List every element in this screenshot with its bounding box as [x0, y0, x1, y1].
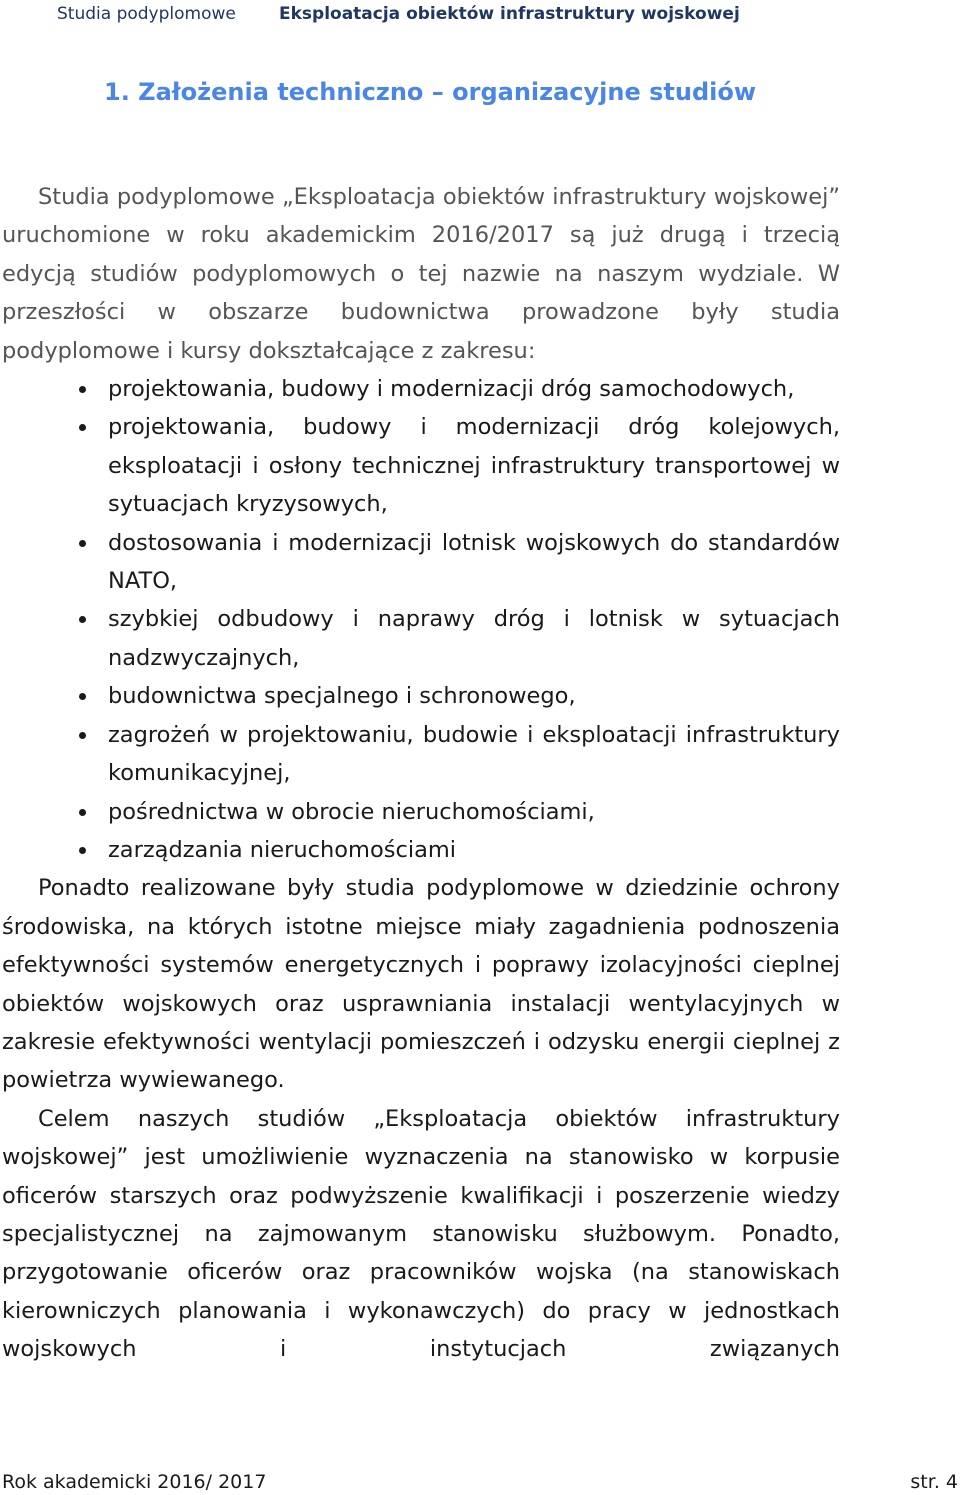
list-item — [108, 524, 840, 601]
bullet-icon — [79, 540, 86, 547]
list-item — [108, 716, 840, 793]
list-item-text: szybkiej odbudowy i naprawy dróg i lotnisk w sytuacjach nadzwyczajnych, — [108, 606, 840, 671]
footer-academic-year: Rok akademicki 2016/ 2017 — [2, 1471, 267, 1493]
header-program-title: Eksploatacja obiektów infrastruktury wojskowej — [279, 4, 740, 24]
list-item — [108, 370, 840, 408]
bullet-icon — [79, 616, 86, 623]
third-paragraph: Celem naszych studiów „Eksploatacja obiektów infrastruktury wojskowej” jest umożliwienie wyznaczenia na stanowisko w korpusie oficerów starszych oraz podwyższenie kwalifikacji i poszerzenie wiedzy specjalistycznej na zajmowanym stanowisku służbowym. Ponadto, przygotowanie oficerów oraz pracowników wojska (na stanowiskach kierowniczych planowania i wykonawczych) do pracy w jednostkach wojskowych i instytucjach związanych — [2, 1105, 840, 1363]
list-item-text: zarządzania nieruchomościami — [108, 836, 457, 863]
list-item-text: projektowania, budowy i modernizacji dróg kolejowych, eksploatacji i osłony technicznej infrastruktury transportowej w sytuacjach kryzysowych, — [108, 414, 840, 518]
list-item — [108, 408, 840, 523]
list-item-text: zagrożeń w projektowaniu, budowie i eksploatacji infrastruktury komunikacyjnej, — [108, 721, 840, 787]
scope-list — [2, 370, 840, 869]
list-item-text: projektowania, budowy i modernizacji dróg samochodowych, — [108, 376, 795, 403]
list-item — [108, 677, 840, 715]
list-item-text: pośrednictwa w obrocie nieruchomościami, — [108, 798, 595, 825]
bullet-icon — [79, 693, 86, 700]
section-heading: 1. Założenia techniczno – organizacyjne studiów — [104, 78, 757, 106]
list-item-text: budownictwa specjalnego i schronowego, — [108, 683, 576, 710]
bullet-icon — [79, 386, 86, 393]
intro-paragraph: Studia podyplomowe „Eksploatacja obiektów infrastruktury wojskowej” uruchomione w roku akademickim 2016/2017 są już drugą i trzecią edycją studiów podyplomowych o tej nazwie na naszym wydziale. W przeszłości w obszarze budownictwa prowadzone były studia podyplomowe i kursy dokształcające z zakresu: — [2, 184, 840, 364]
footer-page-number: str. 4 — [910, 1471, 958, 1493]
second-paragraph: Ponadto realizowane były studia podyplomowe w dziedzinie ochrony środowiska, na których istotne miejsce miały zagadnienia podnoszenia efektywności systemów energetycznych i poprawy izolacyjności cieplnej obiektów wojskowych oraz usprawniania instalacji wentylacyjnych w zakresie efektywności wentylacji pomieszczeń i odzysku energii cieplnej z powietrza wywiewanego. — [2, 875, 840, 1094]
list-item — [108, 793, 840, 831]
header-program-type: Studia podyplomowe — [57, 4, 236, 24]
page-header — [0, 0, 960, 30]
list-item — [108, 600, 840, 677]
list-item-text: dostosowania i modernizacji lotnisk wojskowych do standardów NATO, — [108, 529, 840, 595]
page-footer — [0, 1467, 960, 1495]
list-item — [108, 831, 840, 869]
document-body — [2, 178, 840, 1369]
bullet-icon — [79, 809, 86, 816]
bullet-icon — [79, 732, 86, 739]
bullet-icon — [79, 847, 86, 854]
bullet-icon — [79, 424, 86, 431]
